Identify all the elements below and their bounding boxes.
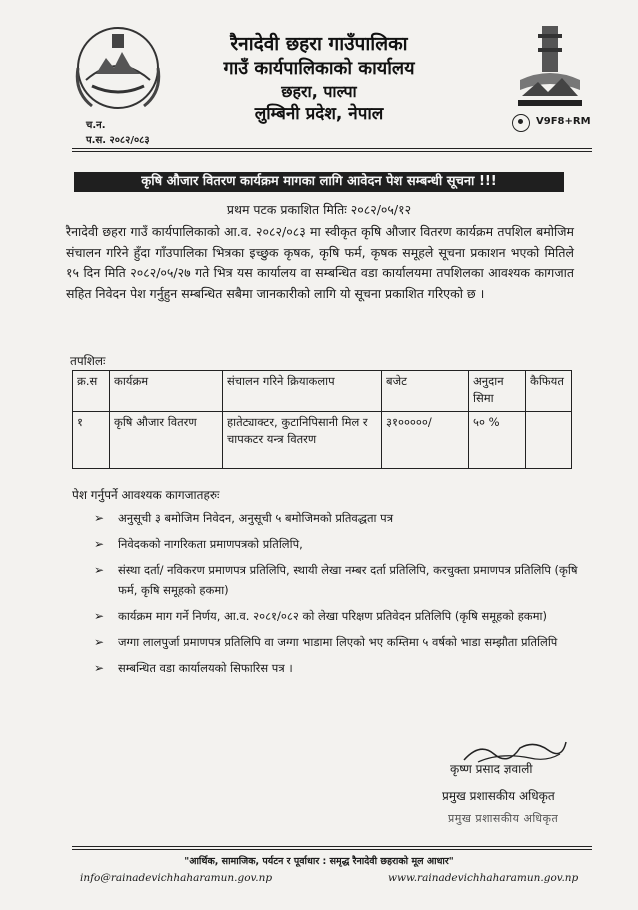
header-divider — [72, 148, 592, 149]
list-item — [94, 606, 584, 626]
municipality-name: रैनादेवी छहरा गाउँपालिका — [230, 33, 408, 55]
list-item-text: सम्बन्धित वडा कार्यालयको सिफारिस पत्र । — [118, 661, 293, 675]
table-label: तपशिलः — [70, 354, 106, 368]
office-name: गाउँ कार्यपालिकाको कार्यालय — [223, 58, 415, 79]
list-item — [94, 534, 584, 554]
table-cell: हातेट्याक्टर, कुटानिपिसानी मिल र चापकटर यन्त्र वितरण — [223, 412, 382, 469]
table-header-cell: संचालन गरिने क्रियाकलाप — [223, 371, 382, 412]
list-item — [94, 632, 584, 652]
reference-number: च.न. — [86, 120, 106, 131]
table-header-cell: बजेट — [382, 371, 469, 412]
table-header-cell: क्र.स — [73, 371, 110, 412]
table-row — [73, 412, 572, 469]
province-line: लुम्बिनी प्रदेश, नेपाल — [254, 104, 384, 124]
footer-divider — [72, 846, 592, 847]
list-item-text: कार्यक्रम माग गर्ने निर्णय, आ.व. २०८१/०८२ को लेखा परिक्षण प्रतिवेदन प्रतिलिपि (कृषि समूहको हकमा) — [118, 609, 547, 623]
footer-email-link[interactable]: info@rainadevichhaharamun.gov.np — [80, 872, 273, 884]
arrow-bullet-icon: ➢ — [94, 609, 105, 623]
arrow-bullet-icon: ➢ — [94, 635, 105, 649]
footer-divider-2 — [72, 849, 592, 850]
official-stamp: प्रमुख प्रशासकीय अधिकृत — [448, 812, 559, 825]
table-header-cell: अनुदान सिमा — [469, 371, 526, 412]
list-item — [94, 658, 584, 678]
table-cell: ३१०००००/ — [382, 412, 469, 469]
table-header-cell: कैफियत — [526, 371, 572, 412]
notice-title: कृषि औजार वितरण कार्यक्रम मागका लागि आवेदन पेश सम्बन्धी सूचना !!! — [74, 172, 564, 192]
list-item-text: निवेदकको नागरिकता प्रमाणपत्रको प्रतिलिपि, — [118, 537, 303, 551]
list-item-text: अनुसूची ३ बमोजिम निवेदन, अनुसूची ५ बमोजिमको प्रतिवद्धता पत्र — [118, 511, 394, 525]
footer-website-link[interactable]: www.rainadevichhaharamun.gov.np — [388, 872, 579, 884]
table-cell: कृषि औजार वितरण — [110, 412, 223, 469]
municipality-logo — [518, 20, 582, 112]
signatory-title: प्रमुख प्रशासकीय अधिकृत — [442, 789, 555, 803]
arrow-bullet-icon: ➢ — [94, 537, 105, 551]
letter-number: प.स. २०८२/०८३ — [86, 135, 150, 146]
list-item — [94, 508, 584, 528]
table-cell: ५० % — [469, 412, 526, 469]
plus-code: V9F8+RM — [536, 116, 591, 127]
arrow-bullet-icon: ➢ — [94, 511, 105, 525]
table-cell: १ — [73, 412, 110, 469]
table-header-row — [73, 371, 572, 412]
requirements-heading: पेश गर्नुपर्ने आवश्यक कागजातहरुः — [72, 488, 220, 502]
list-item-text: जग्गा लालपुर्जा प्रमाणपत्र प्रतिलिपि वा जग्गा भाडामा लिएको भए कम्तिमा ५ वर्षको भाडा सम्झौता प्रतिलिपि — [118, 635, 558, 649]
list-item-text: संस्था दर्ता/ नविकरण प्रमाणपत्र प्रतिलिपि, स्थायी लेखा नम्बर दर्ता प्रतिलिपि, करचुक्ता प्रमाणपत्र प्रतिलिपि (कृषि फर्म, कृषि समूहको हकमा) — [118, 563, 578, 597]
programme-table — [72, 370, 572, 469]
list-item — [94, 560, 584, 600]
location-pin-icon — [512, 114, 530, 132]
address-line: छहरा, पाल्पा — [281, 82, 357, 101]
published-date: प्रथम पटक प्रकाशित मितिः २०८२/०५/१२ — [226, 202, 412, 217]
table-cell — [526, 412, 572, 469]
arrow-bullet-icon: ➢ — [94, 563, 105, 577]
header-divider-2 — [72, 151, 592, 152]
notice-body: रैनादेवी छहरा गाउँ कार्यपालिकाको आ.व. २०८२/०८३ मा स्वीकृत कृषि औजार वितरण कार्यक्रम तपशिल बमोजिम संचालन गरिने हुँदा गाँउपालिका भित्रका इच्छुक कृषक, कृषि फर्म, कृषक समूहले सूचना प्रकाशन भएको मितिले १५ दिन मिति २०८२/०५/२७ गते भित्र यस कार्यालय वा सम्बन्धित वडा कार्यालयमा तपशिलका आवश्यक कागजात सहित निवेदन पेश गर्नुहुन सम्बन्धित सबैमा जानकारीको लागि यो सूचना प्रकाशित गरिएको छ । — [66, 224, 574, 301]
requirements-list — [94, 508, 584, 684]
footer-motto: "आर्थिक, सामाजिक, पर्यटन र पूर्वाधार : समृद्ध रैनादेवी छहराको मूल आधार" — [184, 856, 454, 867]
arrow-bullet-icon: ➢ — [94, 661, 105, 675]
table-header-cell: कार्यक्रम — [110, 371, 223, 412]
signatory-name: कृष्ण प्रसाद ज्ञवाली — [450, 762, 533, 776]
